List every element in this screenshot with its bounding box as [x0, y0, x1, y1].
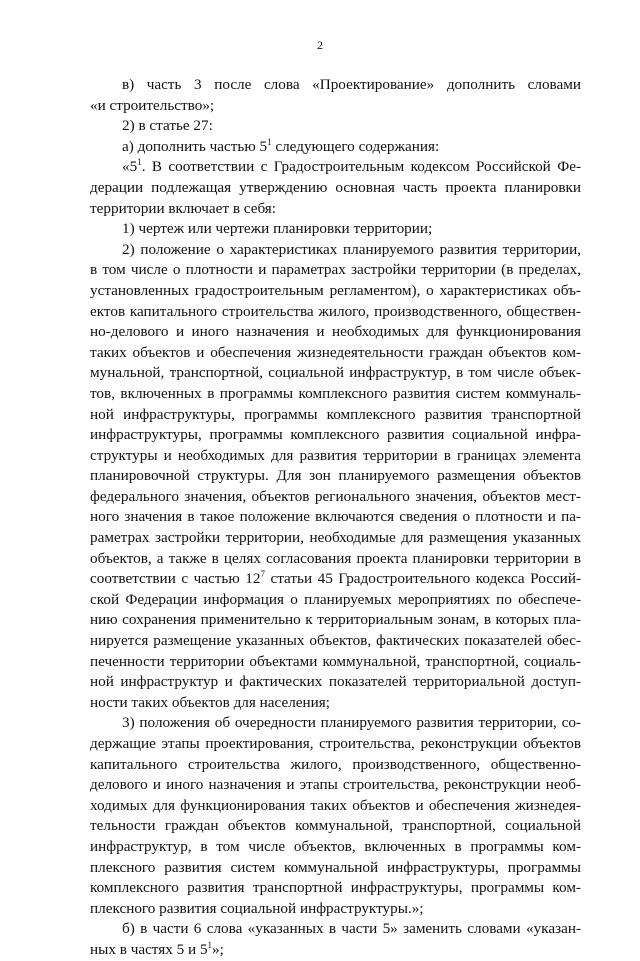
text-line — [90, 631, 581, 652]
text-line — [90, 755, 581, 776]
text-line-content: делового и иного назначения и этапы строительства, реконструкции необ- — [90, 776, 581, 794]
text-line-content: «5 — [122, 158, 138, 176]
text-line-content: федерального значения, объектов регионального значения, объектов мест- — [90, 487, 581, 505]
text-line — [90, 137, 581, 158]
text-line — [90, 734, 581, 755]
text-line-content: плексного развития социальной инфраструктуры.»; — [90, 899, 424, 917]
text-line-content: тельности граждан объектов коммунальной, транспортной, социальной — [90, 817, 581, 835]
text-line-content: нируется размещение указанных объектов, фактических показателей обес- — [90, 632, 581, 650]
text-line — [90, 75, 581, 96]
text-line-content: установленных градостроительным регламентом), о характеристиках объ- — [90, 281, 581, 299]
text-line-content: инфраструктуры, программы комплексного развития социальной инфра- — [90, 426, 581, 444]
superscript-index: 1 — [267, 136, 272, 147]
text-line — [90, 569, 581, 590]
text-line — [90, 549, 581, 570]
text-line — [90, 590, 581, 611]
text-line — [90, 302, 581, 323]
text-line — [90, 693, 581, 714]
text-line-content: соответствии с частью 12 — [90, 570, 261, 588]
text-line — [90, 919, 581, 940]
text-line — [90, 940, 581, 961]
text-line-content: капитального строительства жилого, производственного, общественно- — [90, 755, 581, 773]
text-line-continuation: следующего содержания: — [271, 137, 440, 155]
text-line-content: дерации подлежащая утверждению основная часть проекта планировки — [90, 178, 581, 196]
text-line-content: 3) положения об очередности планируемого развития территории, со- — [122, 714, 581, 732]
text-line-content: структуры и необходимых для развития территории в границах элемента — [90, 446, 581, 464]
text-line-continuation: . В соответствии с Градостроительным кодексом Российской Фе- — [141, 158, 581, 176]
superscript-index: 1 — [137, 157, 142, 168]
text-line — [90, 899, 581, 920]
text-line-content: печенности территории объектами коммунальной, транспортной, социаль- — [90, 652, 581, 670]
text-line — [90, 260, 581, 281]
text-line-content: таких объектов и обеспечения жизнедеятельности граждан объектов ком- — [90, 343, 581, 361]
text-line — [90, 343, 581, 364]
text-line-content: ных в частях 5 и 5 — [90, 940, 208, 958]
text-line-continuation: »; — [212, 940, 224, 958]
text-line-content: тов, включенных в программы комплексного развития систем коммуналь- — [90, 384, 581, 402]
text-line-content: 2) в статье 27: — [122, 117, 213, 135]
text-line — [90, 116, 581, 137]
text-line — [90, 281, 581, 302]
text-line-content: «и строительство»; — [90, 96, 215, 114]
text-line-content: 1) чертеж или чертежи планировки территории; — [122, 220, 433, 238]
text-line — [90, 713, 581, 734]
text-line-content: ной инфраструктур и фактических показателей территориальной доступ- — [90, 673, 581, 691]
text-line-content: 2) положение о характеристиках планируемого развития территории, — [122, 240, 581, 258]
text-line-content: планировочной структуры. Для зон планируемого размещения объектов — [90, 467, 581, 485]
text-line-content: инфраструктур, в том числе объектов, включенных в программы ком- — [90, 837, 581, 855]
text-line — [90, 837, 581, 858]
text-line-content: ектов капитального строительства жилого, производственного, обществен- — [90, 302, 581, 320]
text-line-content: комплексного развития транспортной инфраструктуры, программы ком- — [90, 879, 581, 897]
text-line — [90, 507, 581, 528]
text-line — [90, 816, 581, 837]
superscript-index: 7 — [260, 569, 265, 580]
text-line-content: в том числе о плотности и параметрах застройки территории (в пределах, — [90, 261, 581, 279]
text-line — [90, 157, 581, 178]
text-line — [90, 199, 581, 220]
text-line-content: мунальной, транспортной, социальной инфраструктур, в том числе объек- — [90, 364, 581, 382]
text-line — [90, 446, 581, 467]
text-line — [90, 672, 581, 693]
text-line-content: в) часть 3 после слова «Проектирование» дополнить словами — [122, 76, 581, 93]
text-line-content: ходимых для функционирования таких объектов и обеспечения жизнедея- — [90, 796, 581, 814]
text-line — [90, 466, 581, 487]
text-line — [90, 322, 581, 343]
text-line — [90, 878, 581, 899]
text-line-content: ного значения в такое положение включаются сведения о плотности и па- — [90, 508, 581, 526]
text-line — [90, 775, 581, 796]
text-line — [90, 384, 581, 405]
text-line — [90, 96, 581, 117]
text-line — [90, 219, 581, 240]
text-line — [90, 405, 581, 426]
text-line-content: территории включает в себя: — [90, 199, 277, 217]
text-line — [90, 425, 581, 446]
text-line — [90, 652, 581, 673]
text-line — [90, 528, 581, 549]
text-line-content: раметрах застройки территории, необходимые для размещения указанных — [90, 529, 581, 547]
text-line-continuation: статьи 45 Градостроительного кодекса Россий- — [264, 570, 581, 588]
text-line-content: ской Федерации информация о планируемых мероприятиях по обеспече- — [90, 590, 581, 608]
text-line-content: держащие этапы проектирования, строительства, реконструкции объектов — [90, 735, 581, 752]
text-line-content: б) в части 6 слова «указанных в части 5» заменить словами «указан- — [122, 920, 581, 938]
text-line — [90, 240, 581, 261]
text-line-content: а) дополнить частью 5 — [122, 137, 268, 155]
text-line — [90, 363, 581, 384]
superscript-index: 1 — [207, 939, 213, 950]
text-line-content: но-делового и иного назначения и необходимых для функционирования — [90, 323, 581, 341]
page-number: 2 — [317, 38, 323, 52]
text-line-content: плексного развития систем коммунальной инфраструктуры, программы — [90, 858, 581, 876]
text-line — [90, 487, 581, 508]
text-line — [90, 178, 581, 199]
text-line — [90, 858, 581, 879]
text-line — [90, 610, 581, 631]
text-line-content: нию сохранения применительно к территориальным зонам, в которых пла- — [90, 611, 581, 629]
text-line-content: объектов, а также в целях согласования проекта планировки территории в — [90, 549, 581, 567]
text-line-content: ной инфраструктуры, программы комплексного развития транспортной — [90, 405, 581, 423]
document-body — [90, 75, 581, 961]
text-line-content: ности таких объектов для населения; — [90, 693, 330, 711]
text-line — [90, 796, 581, 817]
